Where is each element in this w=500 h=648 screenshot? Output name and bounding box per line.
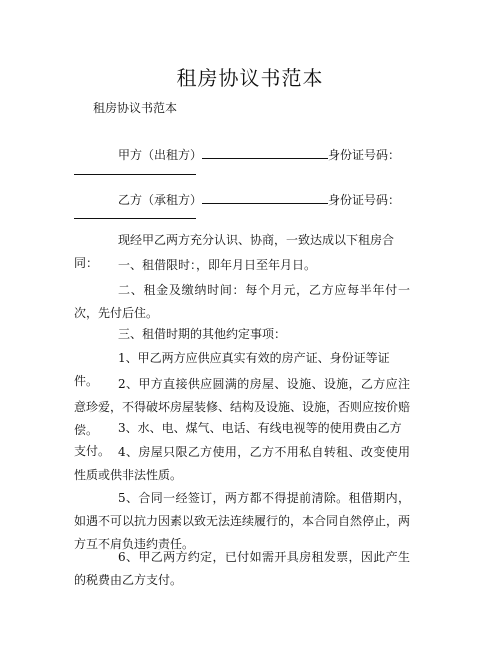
party-b-id-blank: [74, 218, 196, 219]
paragraph-item-2: 2、甲方直接供应圆满的房屋、设施、设施，乙方应注意珍爱，不得破坏房屋装修、结构及设施、设施，否则应按价赔偿。: [74, 377, 411, 437]
party-a-line: [118, 145, 400, 163]
paragraph-rent: 二、租金及缴纳时间：每个月元，乙方应每半年付一次，先付后住。: [74, 283, 410, 320]
paragraph-item-6: 6、甲乙两方约定，已付如需开具房租发票，因此产生的税费由乙方支付。: [74, 550, 410, 587]
document-title: 租房协议书范本: [176, 66, 324, 90]
party-a-id-blank: [74, 174, 196, 175]
paragraph-item-1: 1、甲乙两方应供应真实有效的房产证、身份证等证件。: [74, 351, 390, 388]
paragraph-intro: 现经甲乙两方充分认识、协商，一致达成以下租房合同：: [74, 233, 395, 270]
party-a-label: 甲方（出租方）: [118, 148, 203, 162]
paragraph-other-terms: 三、租借时期的其他约定事项：: [118, 327, 287, 341]
paragraph-item-3: 3、水、电、煤气、电话、有线电视等的使用费由乙方支付。: [74, 421, 402, 458]
party-b-id-label: 身份证号码：: [328, 193, 401, 207]
paragraph-item-4: 4、房屋只限乙方使用，乙方不用私自转租、改变使用性质或供非法性质。: [74, 445, 410, 482]
party-a-name-blank: [202, 145, 328, 159]
document-subtitle: 租房协议书范本: [93, 101, 178, 115]
party-a-id-label: 身份证号码：: [328, 148, 401, 162]
paragraph-item-5: 5、合同一经签订，两方都不得提前清除。租借期内，如遇不可以抗力因素以致无法连续履行的，本合同自然停止，两方互不肩负违约责任。: [74, 491, 411, 551]
party-b-line: [118, 190, 400, 208]
party-b-label: 乙方（承租方）: [118, 193, 203, 207]
paragraph-term: 一、租借限时：，即年月日至年月日。: [118, 258, 317, 272]
party-b-name-blank: [202, 190, 328, 204]
